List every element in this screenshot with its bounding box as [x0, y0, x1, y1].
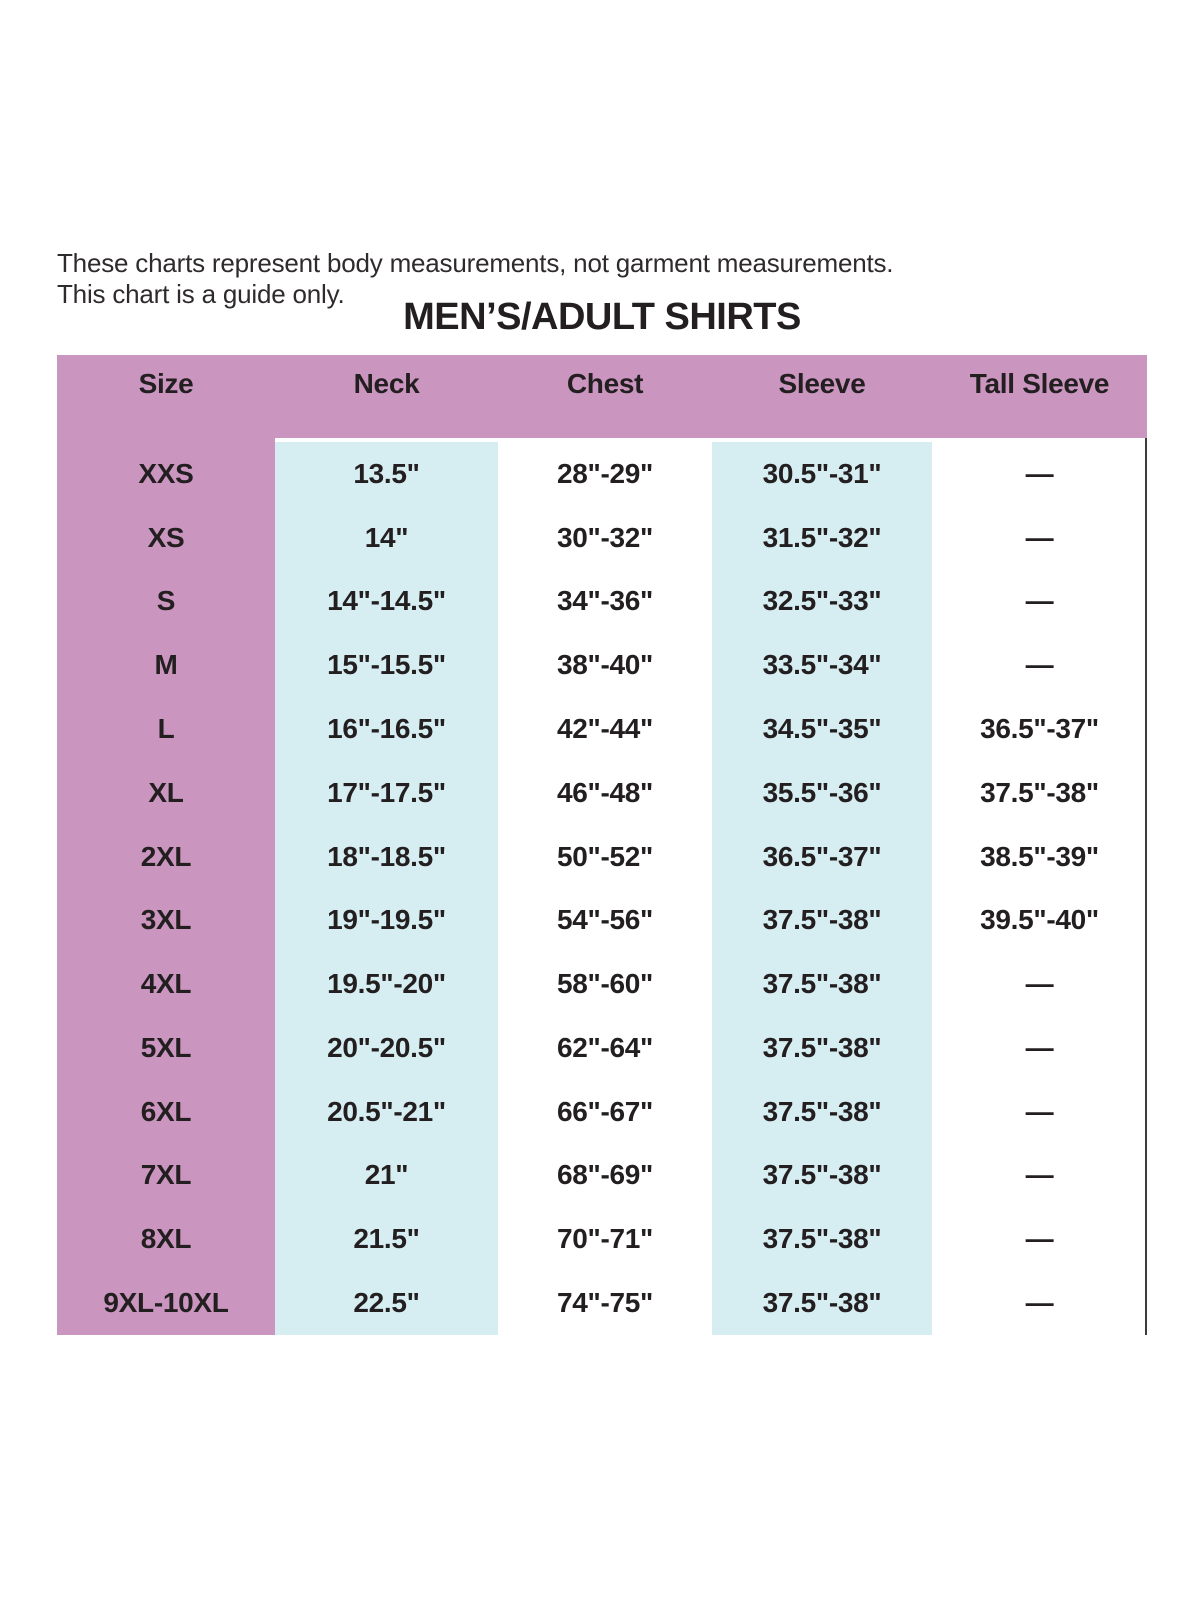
cell-size: 8XL — [140, 1223, 192, 1255]
cell-size: 3XL — [140, 904, 192, 936]
cell-tall-sleeve: 36.5"-37" — [980, 713, 1099, 745]
cell-chest: 70"-71" — [556, 1223, 654, 1255]
cell-tall-sleeve: 37.5"-38" — [980, 776, 1099, 808]
cell-sleeve: 33.5"-34" — [712, 633, 932, 697]
cell-chest: 68"-69" — [556, 1159, 654, 1191]
cell-size: 7XL — [140, 1159, 192, 1191]
table-row — [57, 952, 1147, 1016]
cell-sleeve: 37.5"-38" — [712, 888, 932, 952]
cell-chest: 42"-44" — [556, 713, 654, 745]
cell-size: 2XL — [140, 840, 192, 872]
table-row — [57, 1144, 1147, 1208]
table-row — [57, 1207, 1147, 1271]
cell-neck: 14"-14.5" — [275, 570, 498, 634]
cell-chest: 62"-64" — [556, 1031, 654, 1063]
table-row — [57, 888, 1147, 952]
cell-chest: 54"-56" — [556, 904, 654, 936]
cell-sleeve: 32.5"-33" — [712, 570, 932, 634]
cell-neck: 13.5" — [275, 442, 498, 506]
cell-tall-sleeve: — — [1025, 585, 1054, 617]
cell-tall-sleeve: — — [1025, 1095, 1054, 1127]
cell-size: 9XL-10XL — [103, 1287, 229, 1319]
cell-neck: 19.5"-20" — [275, 952, 498, 1016]
disclaimer-line-1: These charts represent body measurements, not garment measurements. — [57, 248, 894, 278]
cell-neck: 16"-16.5" — [275, 697, 498, 761]
cell-size: 4XL — [140, 968, 192, 1000]
cell-chest: 66"-67" — [556, 1095, 654, 1127]
cell-neck: 14" — [275, 506, 498, 570]
chart-title: MEN’S/ADULT SHIRTS — [403, 296, 801, 338]
cell-size: L — [157, 713, 175, 745]
table-row — [57, 825, 1147, 889]
cell-neck: 21" — [275, 1144, 498, 1208]
cell-tall-sleeve: — — [1025, 1223, 1054, 1255]
cell-tall-sleeve: — — [1025, 457, 1054, 489]
cell-sleeve: 35.5"-36" — [712, 761, 932, 825]
table-row — [57, 761, 1147, 825]
table-row — [57, 506, 1147, 570]
table-row — [57, 442, 1147, 506]
table-row — [57, 1080, 1147, 1144]
cell-size: M — [154, 649, 178, 681]
cell-neck: 18"-18.5" — [275, 825, 498, 889]
cell-chest: 46"-48" — [556, 776, 654, 808]
cell-sleeve: 36.5"-37" — [712, 825, 932, 889]
cell-neck: 17"-17.5" — [275, 761, 498, 825]
cell-tall-sleeve: 39.5"-40" — [980, 904, 1099, 936]
table-row — [57, 633, 1147, 697]
column-header-chest: Chest — [566, 368, 644, 399]
cell-tall-sleeve: — — [1025, 521, 1054, 553]
cell-chest: 38"-40" — [556, 649, 654, 681]
cell-neck: 21.5" — [275, 1207, 498, 1271]
cell-size: XS — [147, 521, 185, 553]
column-header-sleeve: Sleeve — [778, 368, 866, 399]
cell-size: 5XL — [140, 1031, 192, 1063]
cell-chest: 30"-32" — [556, 521, 654, 553]
table-body — [57, 442, 1147, 1335]
table-row — [57, 570, 1147, 634]
cell-sleeve: 37.5"-38" — [712, 1207, 932, 1271]
cell-sleeve: 30.5"-31" — [712, 442, 932, 506]
cell-size: XXS — [138, 457, 194, 489]
cell-tall-sleeve: — — [1025, 649, 1054, 681]
column-header-neck: Neck — [353, 368, 420, 399]
size-chart-table — [57, 355, 1147, 1335]
table-row — [57, 1016, 1147, 1080]
column-header-tall-sleeve: Tall Sleeve — [969, 368, 1110, 399]
cell-neck: 19"-19.5" — [275, 888, 498, 952]
cell-size: 6XL — [140, 1095, 192, 1127]
cell-tall-sleeve: — — [1025, 1031, 1054, 1063]
cell-sleeve: 31.5"-32" — [712, 506, 932, 570]
cell-chest: 50"-52" — [556, 840, 654, 872]
cell-sleeve: 37.5"-38" — [712, 1271, 932, 1335]
cell-sleeve: 34.5"-35" — [712, 697, 932, 761]
disclaimer-line-2: This chart is a guide only. — [57, 279, 345, 309]
table-right-border — [1145, 438, 1147, 1335]
cell-tall-sleeve: — — [1025, 968, 1054, 1000]
cell-neck: 20"-20.5" — [275, 1016, 498, 1080]
cell-chest: 58"-60" — [556, 968, 654, 1000]
cell-sleeve: 37.5"-38" — [712, 1016, 932, 1080]
cell-chest: 34"-36" — [556, 585, 654, 617]
cell-sleeve: 37.5"-38" — [712, 1144, 932, 1208]
cell-neck: 22.5" — [275, 1271, 498, 1335]
cell-size: XL — [148, 776, 184, 808]
table-row — [57, 697, 1147, 761]
cell-sleeve: 37.5"-38" — [712, 952, 932, 1016]
cell-chest: 28"-29" — [556, 457, 654, 489]
table-row — [57, 1271, 1147, 1335]
column-header-size: Size — [138, 368, 194, 399]
table-header-row — [57, 355, 1147, 438]
cell-tall-sleeve: 38.5"-39" — [980, 840, 1099, 872]
cell-size: S — [156, 585, 176, 617]
cell-sleeve: 37.5"-38" — [712, 1080, 932, 1144]
cell-tall-sleeve: — — [1025, 1287, 1054, 1319]
cell-neck: 15"-15.5" — [275, 633, 498, 697]
cell-tall-sleeve: — — [1025, 1159, 1054, 1191]
cell-neck: 20.5"-21" — [275, 1080, 498, 1144]
cell-chest: 74"-75" — [556, 1287, 654, 1319]
